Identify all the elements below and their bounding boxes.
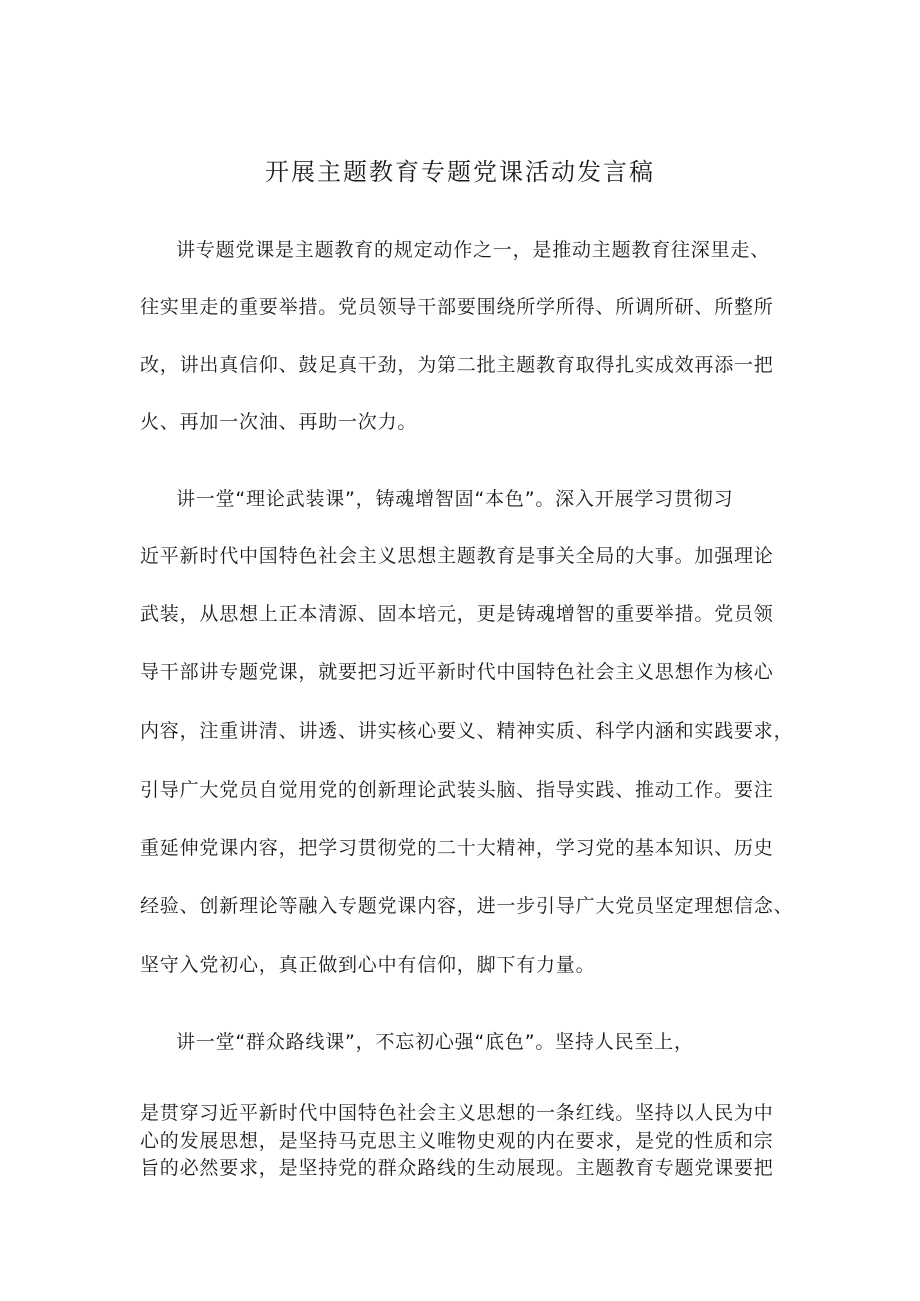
paragraph-2-line-5: 内容，注重讲清、讲透、讲实核心要义、精神实质、科学内涵和实践要求，: [140, 720, 794, 742]
paragraph-3-line-3: 心的发展思想，是坚持马克思主义唯物史观的内在要求，是党的性质和宗: [140, 1130, 774, 1152]
paragraph-2-line-2: 近平新时代中国特色社会主义思想主题教育是事关全局的大事。加强理论: [140, 545, 774, 567]
paragraph-1-line-3: 改，讲出真信仰、鼓足真干劲，为第二批主题教育取得扎实成效再添一把: [140, 354, 774, 376]
paragraph-2-line-9: 坚守入党初心，真正做到心中有信仰，脚下有力量。: [140, 954, 596, 976]
paragraph-3-line-4: 旨的必然要求，是坚持党的群众路线的生动展现。主题教育专题党课要把: [140, 1157, 774, 1179]
paragraph-2-line-1: 讲一堂“理论武装课”，铸魂增智固“本色”。深入开展学习贯彻习: [176, 488, 734, 510]
document-title: 开展主题教育专题党课活动发言稿: [265, 158, 655, 186]
paragraph-2-line-3: 武装，从思想上正本清源、固本培元，更是铸魂增智的重要举措。党员领: [140, 603, 774, 625]
paragraph-2-line-7: 重延伸党课内容，把学习贯彻党的二十大精神，学习党的基本知识、历史: [140, 837, 774, 859]
paragraph-1-line-4: 火、再加一次油、再助一次力。: [140, 411, 418, 433]
paragraph-2-line-6: 引导广大党员自觉用党的创新理论武装头脑、指导实践、推动工作。要注: [140, 779, 774, 801]
paragraph-3-line-2: 是贯穿习近平新时代中国特色社会主义思想的一条红线。坚持以人民为中: [140, 1102, 774, 1124]
paragraph-1-line-1: 讲专题党课是主题教育的规定动作之一，是推动主题教育往深里走、: [176, 239, 771, 261]
paragraph-3-line-1: 讲一堂“群众路线课”，不忘初心强“底色”。坚持人民至上，: [176, 1031, 694, 1053]
paragraph-1-line-2: 往实里走的重要举措。党员领导干部要围绕所学所得、所调所研、所整所: [140, 296, 774, 318]
paragraph-2-line-8: 经验、创新理论等融入专题党课内容，进一步引导广大党员坚定理想信念、: [140, 895, 794, 917]
paragraph-2-line-4: 导干部讲专题党课，就要把习近平新时代中国特色社会主义思想作为核心: [140, 661, 774, 683]
